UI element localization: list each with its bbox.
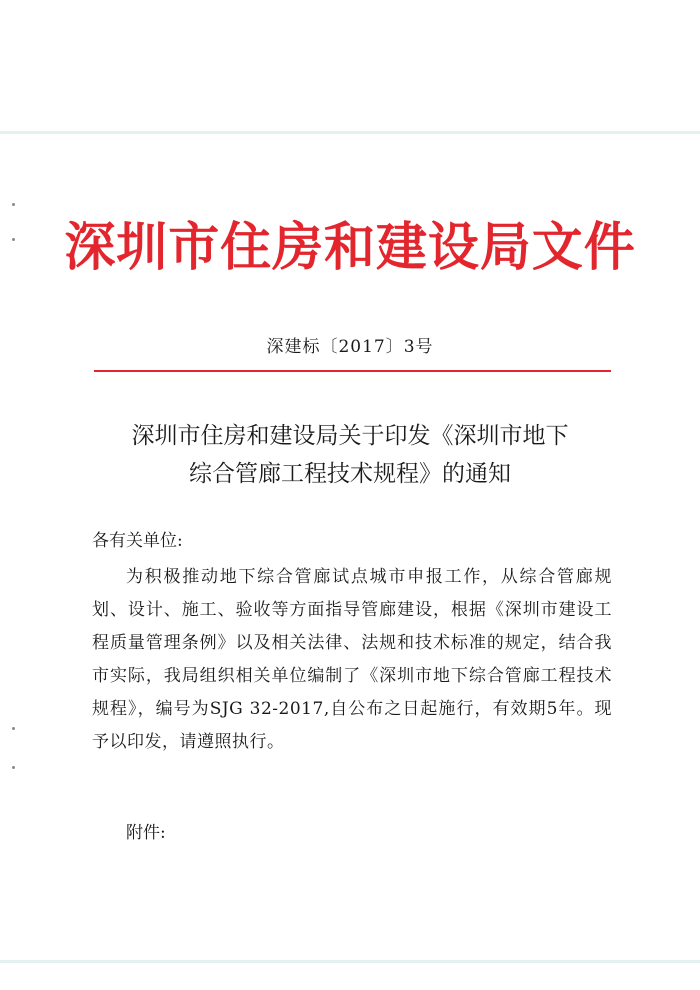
attachment-label: 附件: (126, 823, 166, 843)
document-header-title: 深圳市住房和建设局文件 (64, 217, 636, 278)
notice-title (0, 417, 700, 493)
document-number: 深建标〔2017〕3号 (266, 337, 434, 357)
scan-speck (12, 203, 15, 206)
body-paragraph: 为积极推动地下综合管廊试点城市申报工作，从综合管廊规划、设计、施工、验收等方面指导管廊建设，根据《深圳市建设工程质量管理条例》以及相关法律、法规和技术标准的规定，结合我市实际，我局组织相关单位编制了《深圳市地下综合管廊工程技术规程》，编号为SJG 32-2017,自公布之日起施行，有效期5年。现予以印发，请遵照执行。 (92, 567, 612, 752)
notice-title-line-1: 深圳市住房和建设局关于印发《深圳市地下 (131, 423, 569, 449)
scan-speck (12, 766, 15, 769)
notice-title-line-2: 综合管廊工程技术规程》的通知 (189, 461, 511, 487)
salutation: 各有关单位: (92, 531, 183, 551)
scan-edge-top (0, 131, 700, 134)
red-divider-line (94, 370, 611, 372)
scan-speck (12, 727, 15, 730)
scan-edge-bottom (0, 960, 700, 963)
